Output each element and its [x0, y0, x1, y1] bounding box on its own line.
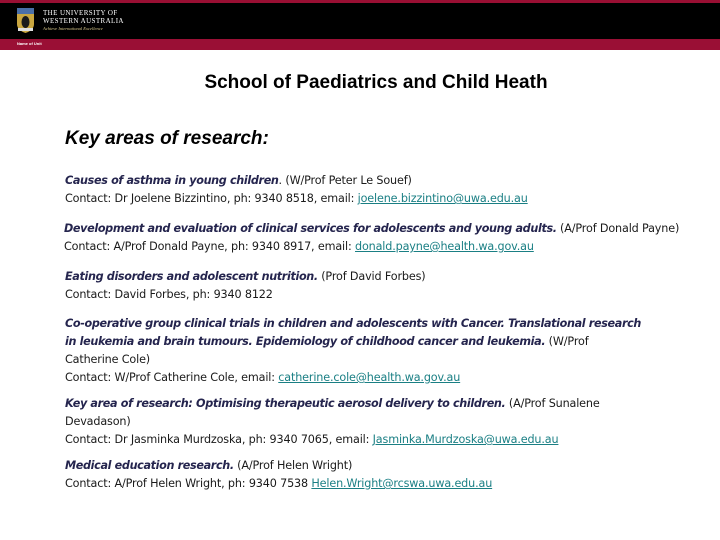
- university-crest-icon: [17, 8, 34, 33]
- university-name-line1: THE UNIVERSITY OF: [43, 9, 118, 17]
- research-topic: Causes of asthma in young children: [65, 174, 279, 187]
- research-lead: (Prof David Forbes): [317, 270, 426, 283]
- contact-info: Contact: Dr Joelene Bizzintino, ph: 9340 8518, email:: [65, 192, 358, 205]
- research-topic: Development and evaluation of clinical services for adolescents and young adults.: [64, 222, 557, 235]
- research-entry: [65, 457, 665, 493]
- email-link[interactable]: donald.payne@health.wa.gov.au: [355, 240, 534, 253]
- research-topic: Medical education research.: [65, 459, 234, 472]
- research-entry: [64, 220, 704, 256]
- unit-label: Name of Unit: [17, 41, 42, 46]
- contact-info: Contact: A/Prof Donald Payne, ph: 9340 8917, email:: [64, 240, 356, 253]
- email-link[interactable]: joelene.bizzintino@uwa.edu.au: [357, 192, 528, 205]
- university-name-line2: WESTERN AUSTRALIA: [43, 17, 124, 25]
- research-entry: [65, 315, 645, 387]
- research-entry: [65, 268, 665, 304]
- section-heading: Key areas of research:: [65, 128, 269, 149]
- contact-info: Contact: David Forbes, ph: 9340 8122: [65, 288, 273, 301]
- contact-info: Contact: A/Prof Helen Wright, ph: 9340 7538: [65, 477, 312, 490]
- research-topic: Co-operative group clinical trials in children and adolescents with Cancer. Translational research in leukemia and brain tumours. Epidemiology of childhood cancer and leukemia.: [65, 317, 642, 348]
- research-lead: (W/Prof Peter Le Souef): [281, 174, 412, 187]
- research-lead: (W/Prof Catherine Cole): [65, 335, 589, 366]
- research-entry: [65, 395, 600, 449]
- research-entry: Causes of asthma in young children. (W/Prof Peter Le Souef) Contact: Dr Joelene Bizzintino, ph: 9340 8518, email: joelene.bizzintino@uwa.edu.au: [65, 174, 528, 205]
- contact-info: Contact: Dr Jasminka Murdzoska, ph: 9340 7065, email:: [65, 433, 373, 446]
- email-link[interactable]: Helen.Wright@rcswa.uwa.edu.au: [311, 477, 493, 490]
- research-lead: (A/Prof Donald Payne): [556, 222, 680, 235]
- research-topic: Eating disorders and adolescent nutrition.: [65, 270, 318, 283]
- unit-bar: [0, 39, 720, 50]
- email-link[interactable]: catherine.cole@health.wa.gov.au: [278, 371, 461, 384]
- page-title: School of Paediatrics and Child Heath: [204, 72, 548, 93]
- contact-info: Contact: W/Prof Catherine Cole, email:: [65, 371, 279, 384]
- university-tagline: Achieve International Excellence: [43, 26, 103, 31]
- research-topic: Key area of research: Optimising therapeutic aerosol delivery to children.: [65, 397, 506, 410]
- university-logo[interactable]: [43, 9, 124, 33]
- research-lead: (A/Prof Sunalene Devadason): [65, 397, 600, 428]
- email-link[interactable]: Jasminka.Murdzoska@uwa.edu.au: [372, 433, 559, 446]
- research-lead: (A/Prof Helen Wright): [233, 459, 353, 472]
